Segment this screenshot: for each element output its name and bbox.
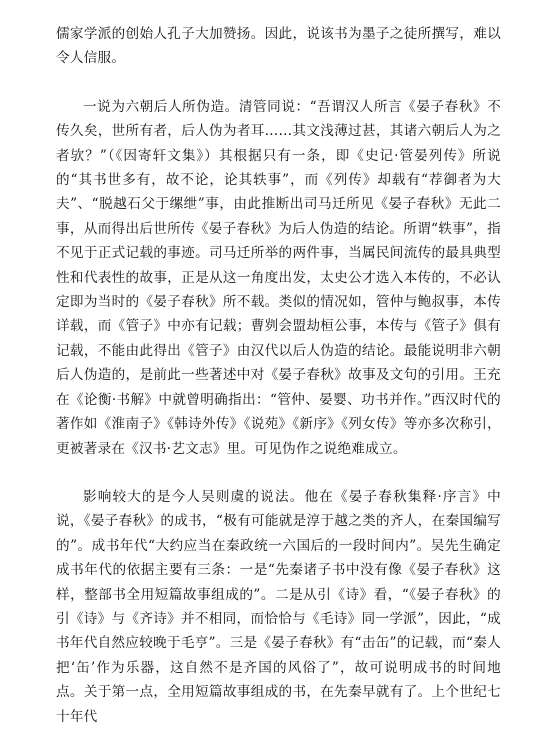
paragraph-2: 一说为六朝后人所伪造。清管同说：“吾谓汉人所言《晏子春秋》不传久矣，世所有者，后人伪为者耳……其文浅薄过甚，其诸六朝后人为之者欤？”（《因寄轩文集》）其根据只有一条，即《史记·管晏列传》所说的“其书世多有，故不论，论其轶事”，而《列传》却载有“荐御者为大夫”、“脱越石父于缧绁”事，由此推断出司马迁所见《晏子春秋》无此二事，从而得出后世所传《晏子春秋》为后人伪造的结论。所谓“轶事”，指不见于正式记载的事迹。司马迁所举的两件事，当属民间流传的最具典型性和代表性的故事，正是从这一角度出发，太史公才选入本传的，不必认定即为当时的《晏子春秋》所不载。类似的情况如，管仲与鲍叔事，本传详载，而《管子》中亦有记载；曹刿会盟劫桓公事，本传与《管子》俱有记载，不能由此得出《管子》由汉代以后人伪造的结论。最能说明非六朝后人伪造的，是前此一些著述中对《晏子春秋》故事及文句的引用。王充在《论衡·书解》中就曾明确指出：“管仲、晏婴、功书并作。”西汉时代的著作如《淮南子》《韩诗外传》《说苑》《新序》《列女传》等亦多次称引，更被著录在《汉书·艺文志》里。可见伪作之说绝难成立。 bbox=[56, 98, 501, 457]
paragraph-3: 影响较大的是今人吴则虞的说法。他在《晏子春秋集释·序言》中说，《晏子春秋》的成书，“极有可能就是淳于越之类的齐人，在秦国编写的”。成书年代“大约应当在秦政统一六国后的一段时间内”。吴先生确定成书年代的依据主要有三条：一是“先秦诸子书中没有像《晏子春秋》这样，整部书全用短篇故事组成的”。二是从引《诗》看，“《晏子春秋》的引《诗》与《齐诗》并不相同，而恰恰与《毛诗》同一学派”，因此，“成书年代自然应较晚于毛亨”。三是《晏子春秋》有“击缶”的记载，而“秦人把‘缶’作为乐器，这自然不是齐国的风俗了”，故可说明成书的时间地点。关于第一点，全用短篇故事组成的书，在先秦早就有了。上个世纪七十年代 bbox=[56, 488, 501, 725]
paragraph-1: 儒家学派的创始人孔子大加赞扬。因此，说该书为墨子之徒所撰写，难以令人信服。 bbox=[56, 26, 501, 67]
